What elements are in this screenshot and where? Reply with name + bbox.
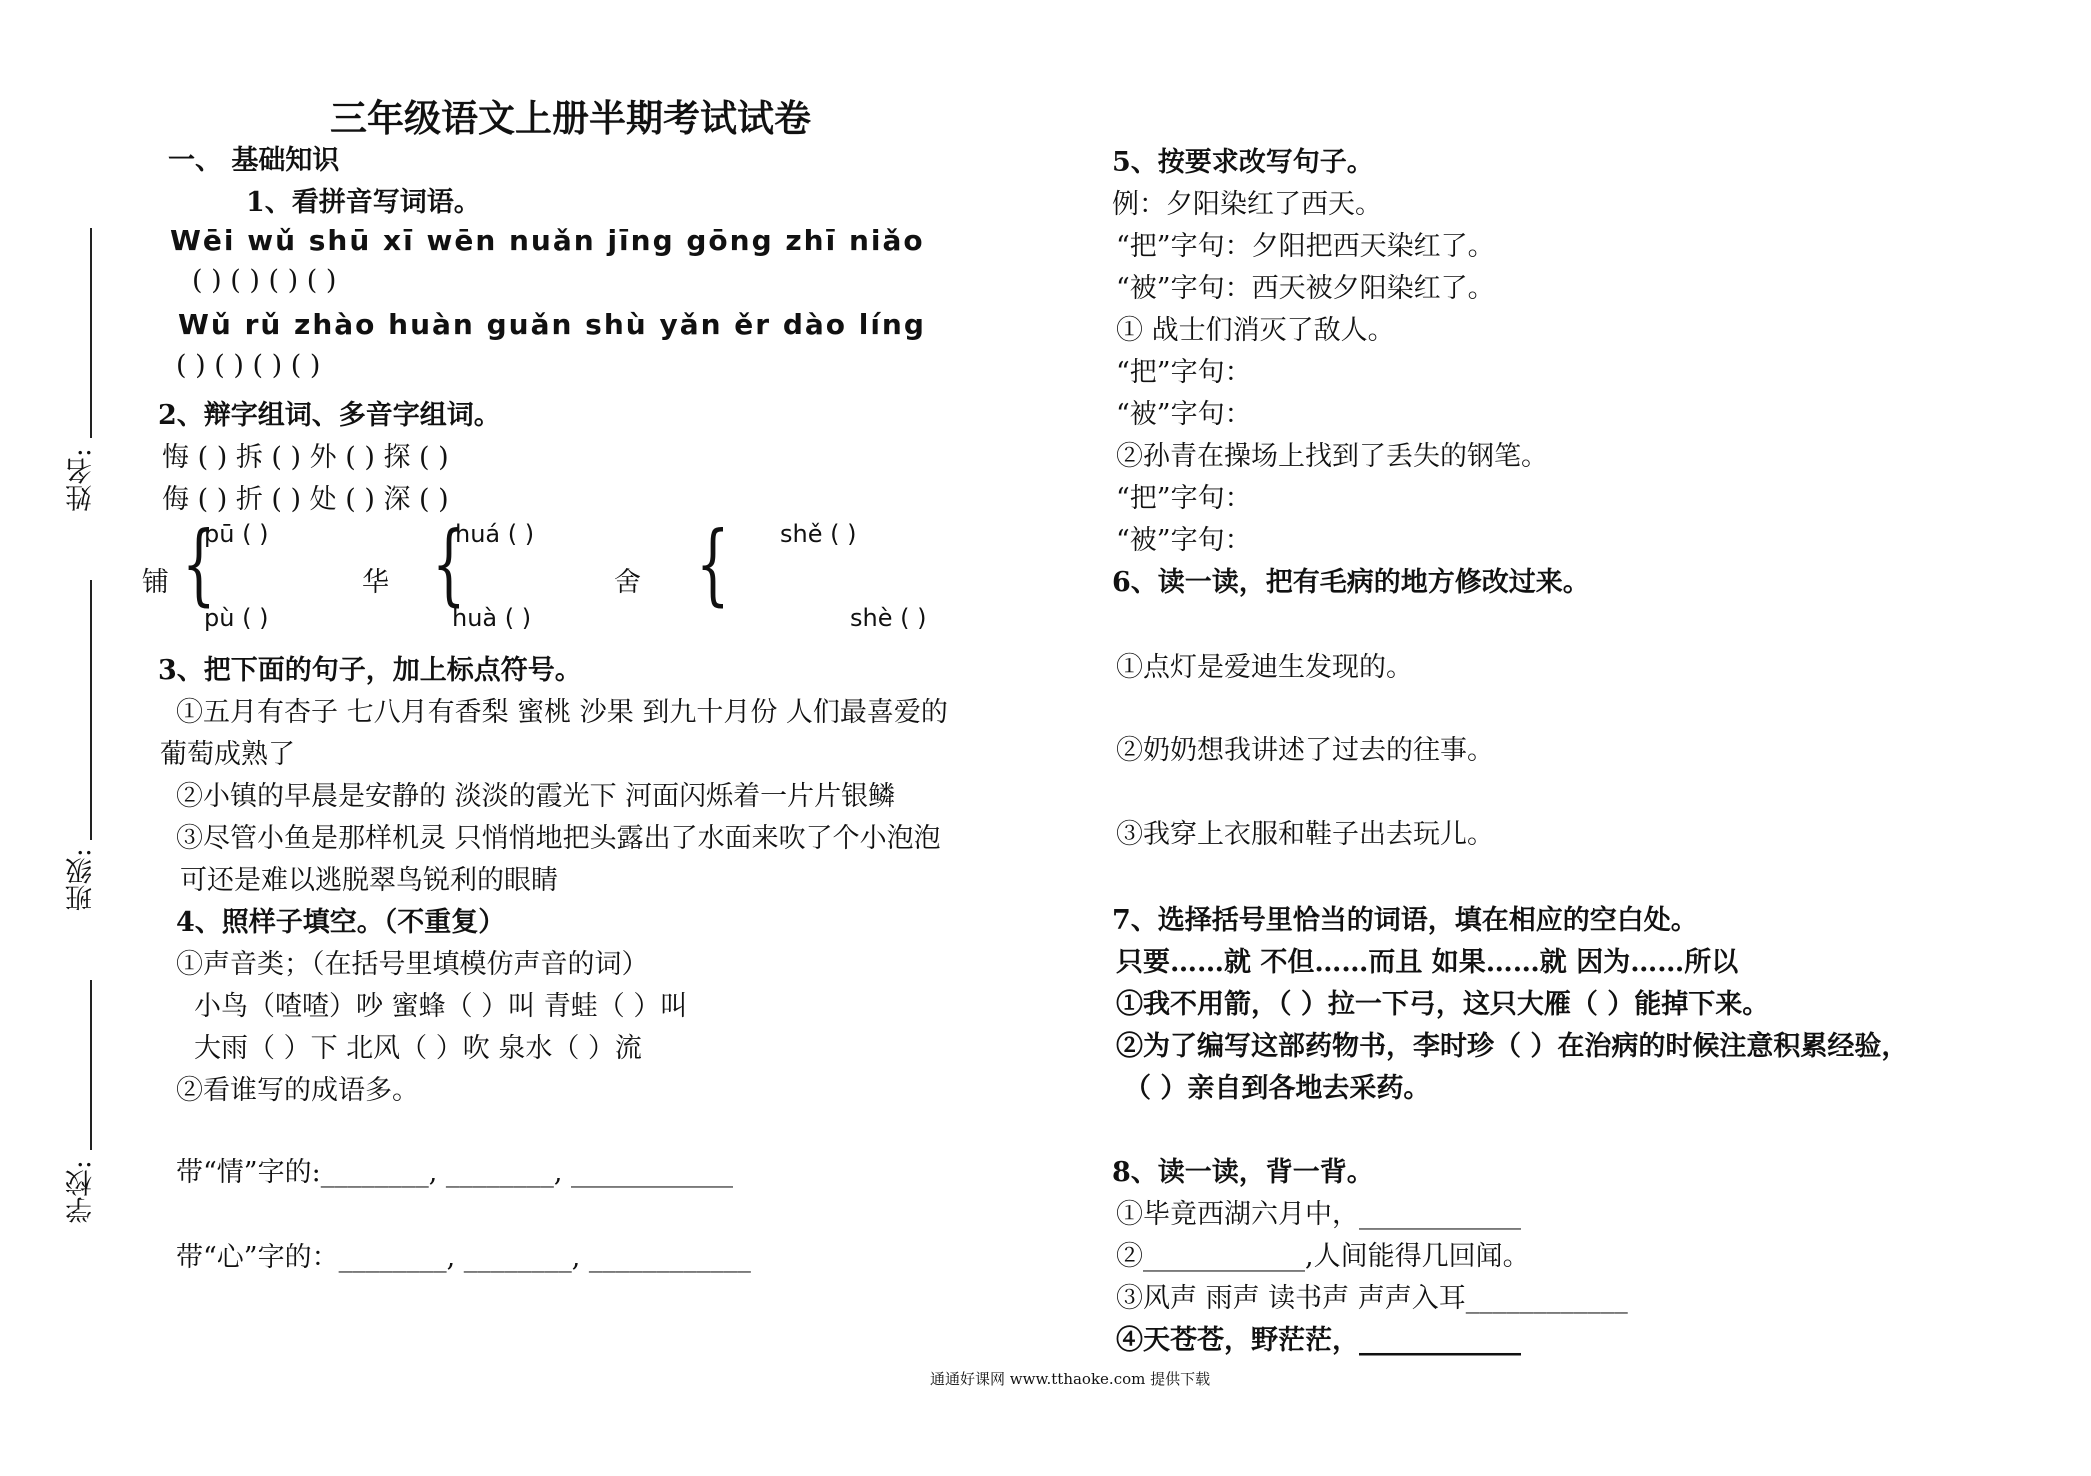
- char-hua: 华: [362, 567, 389, 598]
- answer-brackets-2: ( ) ( ) ( ) ( ): [176, 350, 321, 381]
- q5-heading: 5、按要求改写句子。: [1112, 147, 1374, 178]
- q5-bei-2: “被”字句：: [1116, 525, 1252, 556]
- hua1-item: huá ( ): [455, 520, 535, 548]
- q7-fill-2: ②为了编写这部药物书，李时珍（ ）在治病的时候注意积累经验，: [1116, 1031, 1909, 1062]
- example-line: 例：夕阳染红了西天。: [1112, 189, 1382, 220]
- name-label: 姓名:: [66, 448, 97, 512]
- poem-line-2: ②____________,人间能得几回闻。: [1116, 1241, 1530, 1272]
- pinyin-row-1: Wēi wǔ shū xī wēn nuǎn jīng gōng zhī niǎo: [170, 224, 925, 257]
- poem-line-4: ④天苍苍，野茫茫，____________: [1116, 1325, 1521, 1356]
- she1-item: shě ( ): [780, 520, 857, 548]
- pu1-item: pū ( ): [204, 520, 269, 548]
- q1-heading: 1、看拼音写词语。: [246, 187, 481, 218]
- char-pu: 铺: [142, 567, 169, 598]
- q5-ba-2: “把”字句：: [1116, 483, 1252, 514]
- hua2-item: huà ( ): [452, 604, 532, 632]
- sentence-1a: ①五月有杏子 七八月有香梨 蜜桃 沙果 到九十月份 人们最喜爱的: [176, 697, 948, 728]
- idiom-xin: 带“心”字的：________, ________, ____________: [176, 1242, 751, 1273]
- example-bei: “被”字句：西天被夕阳染红了。: [1116, 273, 1495, 304]
- q6-correction-3: ③我穿上衣服和鞋子出去玩儿。: [1116, 819, 1494, 850]
- q6-heading: 6、读一读，把有毛病的地方修改过来。: [1112, 567, 1590, 598]
- brace-2: {: [432, 512, 466, 615]
- q3-heading: 3、把下面的句子，加上标点符号。: [158, 655, 582, 686]
- q7-options: 只要……就 不但……而且 如果……就 因为……所以: [1116, 947, 1739, 978]
- brace-1: {: [182, 512, 216, 615]
- char-row-2: 侮 ( ) 折 ( ) 处 ( ) 深 ( ): [162, 484, 449, 515]
- brace-3: {: [696, 512, 730, 615]
- q5-ba-1: “把”字句：: [1116, 357, 1252, 388]
- sound-row-2: 大雨（ ）下 北风（ ）吹 泉水（ ）流: [194, 1033, 642, 1064]
- sentence-1b: 葡萄成熟了: [160, 739, 295, 770]
- class-label: 班级:: [66, 848, 97, 912]
- q7-fill-3: （ ）亲自到各地去采药。: [1124, 1073, 1431, 1104]
- q5-bei-1: “被”字句：: [1116, 399, 1252, 430]
- sentence-3a: ③尽管小鱼是那样机灵 只悄悄地把头露出了水面来吹了个小泡泡: [176, 823, 941, 854]
- sentence-2: ②小镇的早晨是安静的 淡淡的霞光下 河面闪烁着一片片银鳞: [176, 781, 896, 812]
- sentence-3b: 可还是难以逃脱翠鸟锐利的眼睛: [180, 865, 558, 896]
- idiom-qing: 带“情”字的:________, ________, ____________: [176, 1157, 734, 1188]
- q2-heading: 2、辩字组词、多音字组词。: [158, 400, 501, 431]
- q4-part-b: ②看谁写的成语多。: [176, 1075, 419, 1106]
- class-line: [90, 580, 92, 840]
- poem-line-3: ③风声 雨声 读书声 声声入耳____________: [1116, 1283, 1628, 1314]
- q4-part-a: ①声音类；（在括号里填模仿声音的词）: [176, 949, 649, 980]
- school-line: [90, 980, 92, 1150]
- section-basic: 一、 基础知识: [168, 145, 340, 176]
- poem-line-1: ①毕竟西湖六月中，____________: [1116, 1199, 1521, 1230]
- pinyin-row-2: Wǔ rǔ zhào huàn guǎn shù yǎn ěr dào líng: [178, 308, 926, 341]
- sound-row-1: 小鸟（喳喳）吵 蜜蜂（ ）叫 青蛙（ ）叫: [194, 991, 688, 1022]
- pu2-item: pù ( ): [204, 604, 269, 632]
- q6-correction-2: ②奶奶想我讲述了过去的往事。: [1116, 735, 1494, 766]
- q4-heading: 4、照样子填空。（不重复）: [176, 907, 506, 938]
- q7-heading: 7、选择括号里恰当的词语，填在相应的空白处。: [1112, 905, 1698, 936]
- she2-item: shè ( ): [850, 604, 927, 632]
- q5-sentence-2: ②孙青在操场上找到了丢失的钢笔。: [1116, 441, 1548, 472]
- answer-brackets-1: ( ) ( ) ( ) ( ): [192, 265, 337, 296]
- q5-sentence-1: ① 战士们消灭了敌人。: [1116, 315, 1395, 346]
- school-label: 学校:: [66, 1160, 97, 1224]
- page-title: 三年级语文上册半期考试试卷: [330, 96, 811, 140]
- char-she: 舍: [614, 567, 641, 598]
- q6-correction-1: ①点灯是爱迪生发现的。: [1116, 652, 1413, 683]
- footer-source: 通通好课网 www.tthaoke.com 提供下载: [930, 1370, 1211, 1388]
- q7-fill-1: ①我不用箭，（ ）拉一下弓，这只大雁（ ）能掉下来。: [1116, 989, 1770, 1020]
- char-row-1: 悔 ( ) 拆 ( ) 外 ( ) 探 ( ): [162, 442, 449, 473]
- q8-heading: 8、读一读，背一背。: [1112, 1157, 1374, 1188]
- example-ba: “把”字句：夕阳把西天染红了。: [1116, 231, 1495, 262]
- name-line: [90, 228, 92, 438]
